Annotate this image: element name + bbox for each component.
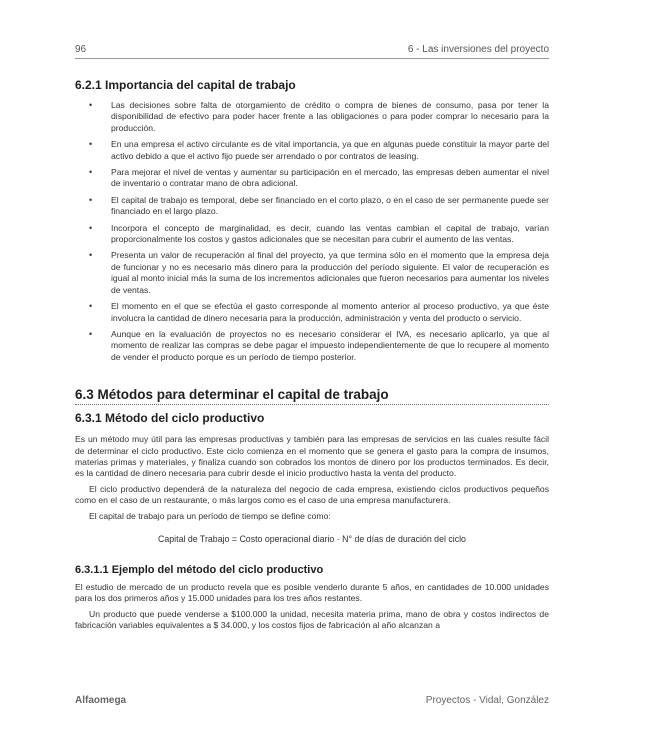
bullet-icon: • [89,328,93,339]
list-item [75,167,549,190]
bullet-list [75,100,549,363]
list-item-text: Aunque en la evaluación de proyectos no es necesario considerar el IVA, es necesario aplicarlo, ya que al momento de realizar las compras se debe pagar el impuesto independientemente de que lo recupere al momento de vender el producto porque es un período de tiempo posterior. [111,328,549,362]
section-heading-6-3-1-1: 6.3.1.1 Ejemplo del método del ciclo productivo [75,563,324,576]
list-item [75,139,549,162]
section-heading-6-3: 6.3 Métodos para determinar el capital de trabajo [75,387,549,405]
list-item [75,223,549,246]
list-item [75,301,549,324]
paragraph: El estudio de mercado de un producto revela que es posible venderlo durante 5 años, en cantidades de 10.000 unidades para los dos primeros años y 15.000 unidades para los tres años restantes. [75,581,549,604]
paragraph: El ciclo productivo dependerá de la naturaleza del negocio de cada empresa, existiendo ciclos productivos pequeños como en el caso de un restaurante, o más largos como es el caso de una empresa manufacturera. [75,483,549,506]
list-item-text: En una empresa el activo circulante es de vital importancia, ya que en algunas puede constituir la mayor parte del activo debido a que el activo fijo puede ser arrendado o por contratos de leasing. [111,139,549,161]
formula: Capital de Trabajo = Costo operacional diario · N° de días de duración del ciclo [158,533,466,544]
list-item [75,100,549,134]
list-item-text: El capital de trabajo es temporal, debe ser financiado en el corto plazo, o en el caso de ser permanente puede ser financiado en el largo plazo. [111,194,549,217]
list-item-text: Las decisiones sobre falta de otorgamiento de crédito o compra de bienes de consumo, pasa por tener la disponibilidad de efectivo para poder hacer frente a las obligaciones o para poder comprar lo necesario para la producción. [111,100,549,133]
paragraph: El capital de trabajo para un período de tiempo se define como: [89,510,331,521]
bullet-icon: • [89,222,93,233]
chapter-title: 6 - Las inversiones del proyecto [407,44,549,55]
list-item-text: Presenta un valor de recuperación al final del proyecto, ya que termina sólo en el momento que la empresa deja de funcionar y no es necesario más dinero para la producción del período siguiente. El valor de recuperación es igual al monto inicial más la suma de los incrementos adicionales que fueron necesarios para aumentar los niveles de ventas. [111,250,549,295]
bullet-icon: • [89,301,93,312]
section-heading-6-3-1: 6.3.1 Método del ciclo productivo [75,411,265,426]
bullet-icon: • [89,100,93,110]
list-item [75,329,549,363]
list-item-text: Incorpora el concepto de marginalidad, es decir, cuando las ventas cambian el capital de trabajo, varían proporcionalmente los costos y gastos adicionales que se necesitan para cubrir el aumento de las ventas. [111,222,549,245]
paragraph: Un producto que puede venderse a $100.000 la unidad, necesita materia prima, mano de obra y costos indirectos de fabricación variables equivalentes a $ 34.000, y los costos fijos de fabricación al año alcanzan a [75,608,549,631]
list-item [75,250,549,296]
bullet-icon: • [89,250,93,261]
paragraph: Es un método muy útil para las empresas productivas y también para las empresas de servicios en las cuales resulte fácil de determinar el ciclo productivo. Este ciclo comienza en el momento que se genera el gasto para la compra de insumos, materias primas y materiales, y finaliza cuando son cobrados los montos de dinero por los productos terminados. Es decir, es la cantidad de dinero necesaria para cubrir desde el inicio productivo hasta la venta del producto. [75,434,549,479]
list-item-text: El momento en el que se efectúa el gasto corresponde al momento anterior al proceso productivo, ya que éste involucra la cantidad de dinero necesaria para la producción, administración y venta del producto o servicio. [111,301,549,323]
publisher-name: Alfaomega [75,695,127,706]
page-number: 96 [75,44,87,55]
list-item [75,195,549,218]
bullet-icon: • [89,194,93,205]
page-content [75,78,549,636]
list-item-text: Para mejorar el nivel de ventas y aumentar su participación en el mercado, las empresas deben aumentar el nivel de inventario o contratar mano de obra adicional. [111,167,549,189]
page-footer [75,695,549,706]
book-title: Proyectos - Vidal, González [425,695,549,706]
section-heading-6-2-1: 6.2.1 Importancia del capital de trabajo [75,78,296,92]
page-header [75,44,549,59]
bullet-icon: • [89,139,93,150]
bullet-icon: • [89,167,93,178]
